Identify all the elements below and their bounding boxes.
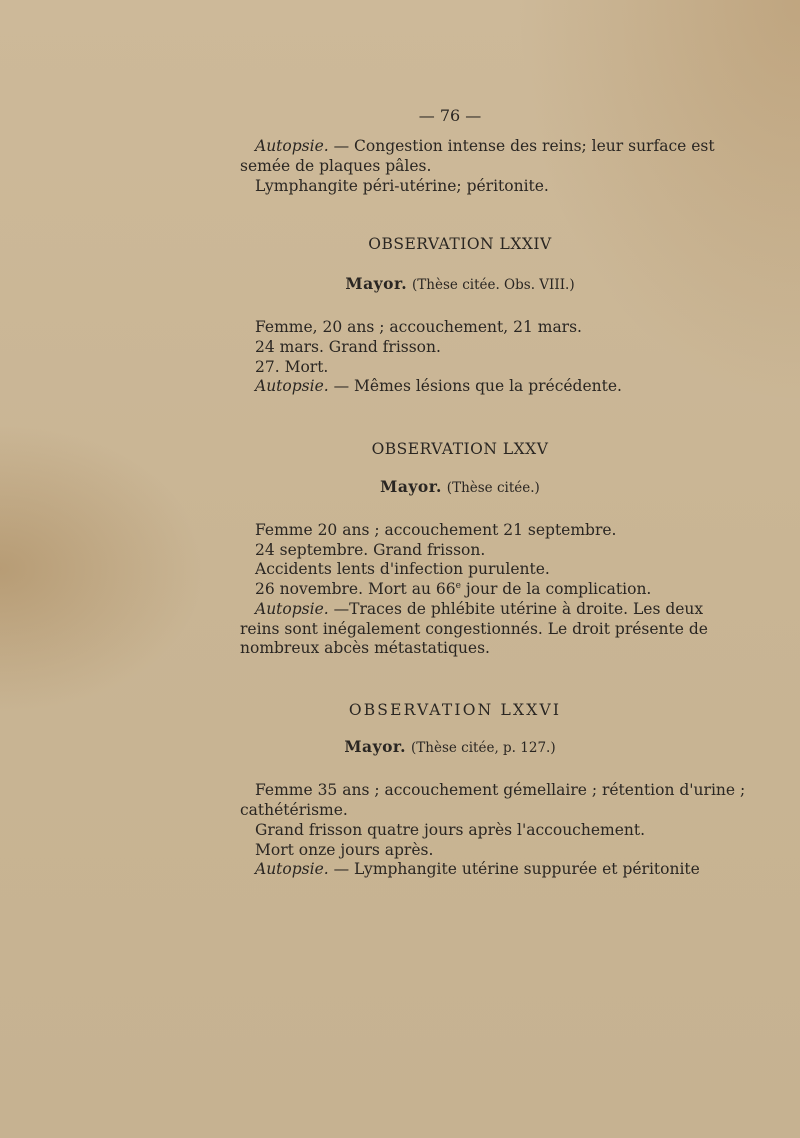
case-line: 24 septembre. Grand frisson. <box>255 541 486 559</box>
case-line: Accidents lents d'infection purulente. <box>255 560 550 578</box>
autopsie-label: Autopsie. <box>255 377 329 395</box>
case-line-text: jour de la complication. <box>460 580 652 598</box>
intro-line-3: Lymphangite péri-utérine; péritonite. <box>255 177 549 195</box>
case-line: Grand frisson quatre jours après l'accouchement. <box>255 821 646 839</box>
case-line: Femme, 20 ans ; accouchement, 21 mars. <box>255 318 582 336</box>
autopsie-label: Autopsie. <box>255 860 329 878</box>
source-reference: (Thèse citée. Obs. VIII.) <box>412 277 575 293</box>
autopsy-line <box>255 376 622 396</box>
observation-title: OBSERVATION LXXV <box>371 440 549 458</box>
case-line-text: 26 novembre. Mort au 66 <box>255 580 456 598</box>
case-line <box>255 579 651 599</box>
superscript: e <box>455 580 461 591</box>
autopsy-continuation: nombreux abcès métastatiques. <box>240 639 490 657</box>
case-line: Femme 35 ans ; accouchement gémellaire ; rétention d'urine ; <box>255 781 746 799</box>
source-reference: (Thèse citée, p. 127.) <box>411 740 556 756</box>
page-number: — 76 — <box>418 106 482 125</box>
intro-line-1-text: — Congestion intense des reins; leur surface est <box>333 137 715 155</box>
source-reference: (Thèse citée.) <box>446 480 540 496</box>
case-line: Femme 20 ans ; accouchement 21 septembre. <box>255 521 617 539</box>
autopsy-text: — Mêmes lésions que la précédente. <box>333 377 622 395</box>
author-name: Mayor. <box>380 477 442 496</box>
autopsy-line <box>255 599 704 619</box>
observation-byline <box>300 477 620 498</box>
autopsie-label: Autopsie. <box>255 137 329 155</box>
author-name: Mayor. <box>344 737 407 756</box>
autopsy-continuation: reins sont inégalement congestionnés. Le droit présente de <box>240 620 708 638</box>
author-name: Mayor. <box>345 274 408 293</box>
observation-title: OBSERVATION LXXIV <box>368 235 552 253</box>
case-line: 27. Mort. <box>255 358 329 376</box>
autopsy-text: — Lymphangite utérine suppurée et péritonite <box>333 860 700 878</box>
case-line: Mort onze jours après. <box>255 841 434 859</box>
observation-byline <box>300 274 620 295</box>
observation-title: OBSERVATION LXXVI <box>348 701 562 719</box>
observation-byline <box>290 737 610 758</box>
case-line: cathétérisme. <box>240 801 348 819</box>
intro-line-2: semée de plaques pâles. <box>240 157 432 175</box>
autopsy-line <box>255 859 700 879</box>
autopsy-text: —Traces de phlébite utérine à droite. Les deux <box>333 600 704 618</box>
autopsie-label: Autopsie. <box>255 600 329 618</box>
intro-line-1 <box>255 136 715 156</box>
case-line: 24 mars. Grand frisson. <box>255 338 441 356</box>
